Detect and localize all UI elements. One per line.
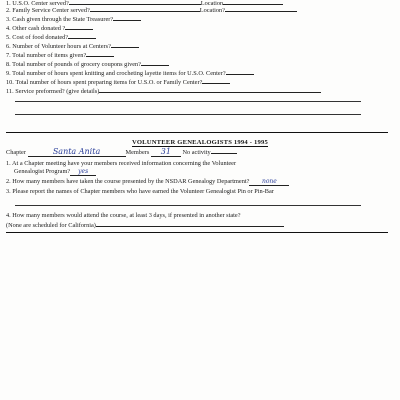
q4-answer-field[interactable] xyxy=(96,221,284,227)
uso-item-7-label: 7. Total number of items given? xyxy=(6,52,87,59)
genealogists-q4-line1: 4. How many members would attend the course, at least 3 days, if presented in another state? xyxy=(6,212,241,219)
q2-answer-field[interactable] xyxy=(249,178,289,186)
uso-item-5-label: 5. Cost of food donated? xyxy=(6,34,69,41)
preparing-hours-field[interactable] xyxy=(202,78,230,84)
knitting-hours-field[interactable] xyxy=(226,69,254,75)
uso-item-9-label: 9. Total number of hours spent knitting and crocheting layette items for U.S.O. Center? xyxy=(6,70,226,77)
uso-item-8-label: 8. Total number of pounds of grocery coupons given? xyxy=(6,61,141,68)
genealogists-q2: 2. How many members have taken the course presented by the NSDAR Genealogy Department? none xyxy=(6,178,289,186)
uso-location-field[interactable] xyxy=(223,0,283,5)
uso-item-7 xyxy=(6,51,114,59)
members-field[interactable] xyxy=(151,148,181,157)
chapter-value: Santa Anita xyxy=(52,147,101,156)
cash-treasurer-field[interactable] xyxy=(113,15,141,21)
uso-location-label: Location xyxy=(200,0,224,7)
uso-item-6 xyxy=(6,42,139,50)
uso-item-3 xyxy=(6,15,141,23)
family-location-label: Location? xyxy=(199,7,225,14)
volunteer-hours-field[interactable] xyxy=(111,42,139,48)
no-activity-label: No activity xyxy=(182,149,211,156)
genealogists-q4-line2: (None are scheduled for California) xyxy=(6,221,284,229)
uso-item-10 xyxy=(6,78,230,86)
members-label: Members xyxy=(125,149,150,156)
chapter-field[interactable] xyxy=(28,148,126,157)
uso-item-2-label: 2. Family Service Center served? xyxy=(6,7,90,14)
uso-item-4 xyxy=(6,24,93,32)
uso-center-field[interactable] xyxy=(69,0,201,5)
uso-item-11 xyxy=(6,87,321,95)
bottom-separator xyxy=(6,232,388,233)
uso-item-8 xyxy=(6,60,169,68)
q2-answer: none xyxy=(261,178,277,185)
uso-item-3-label: 3. Cash given through the State Treasurer? xyxy=(6,16,114,23)
grocery-coupons-field[interactable] xyxy=(141,60,169,66)
service-details-line-2[interactable] xyxy=(15,114,361,115)
service-details-line-1[interactable] xyxy=(15,101,361,102)
members-value: 31 xyxy=(160,147,171,156)
items-given-field[interactable] xyxy=(86,51,114,57)
uso-item-10-label: 10. Total number of hours spent preparing items for U.S.O. or Family Center? xyxy=(6,79,203,86)
uso-item-2 xyxy=(6,6,297,14)
uso-item-1-label: 1. U.S.O. Center served? xyxy=(6,0,69,7)
other-cash-field[interactable] xyxy=(65,24,93,30)
q1-answer: yes xyxy=(78,168,89,175)
uso-item-4-label: 4. Other cash donated ? xyxy=(6,25,66,32)
genealogists-q1-line1: 1. At a Chapter meeting have your members received information concerning the Volunteer xyxy=(6,160,237,167)
uso-item-5 xyxy=(6,33,96,41)
uso-item-11-label: 11. Service preformed? (give details) xyxy=(6,88,100,95)
service-details-field[interactable] xyxy=(99,87,321,93)
section-separator xyxy=(6,132,388,133)
uso-item-9 xyxy=(6,69,254,77)
q3-answer-line[interactable] xyxy=(15,205,361,206)
q1-answer-field[interactable] xyxy=(70,168,96,176)
food-cost-field[interactable] xyxy=(68,33,96,39)
family-location-field[interactable] xyxy=(225,6,297,12)
genealogists-q1-line2: Genealogist Program? yes xyxy=(14,168,96,176)
chapter-label: Chapter xyxy=(6,149,26,156)
genealogists-q3: 3. Please report the names of Chapter members who have earned the Volunteer Genealogist Pin or Pin-Bar xyxy=(6,188,274,195)
family-service-field[interactable] xyxy=(90,6,200,12)
no-activity-field[interactable] xyxy=(211,148,237,154)
chapter-row xyxy=(6,148,237,157)
uso-item-6-label: 6. Number of Volunteer hours at Centers? xyxy=(6,43,111,50)
genealogists-heading: VOLUNTEER GENEALOGISTS 1994 - 1995 xyxy=(131,139,268,146)
